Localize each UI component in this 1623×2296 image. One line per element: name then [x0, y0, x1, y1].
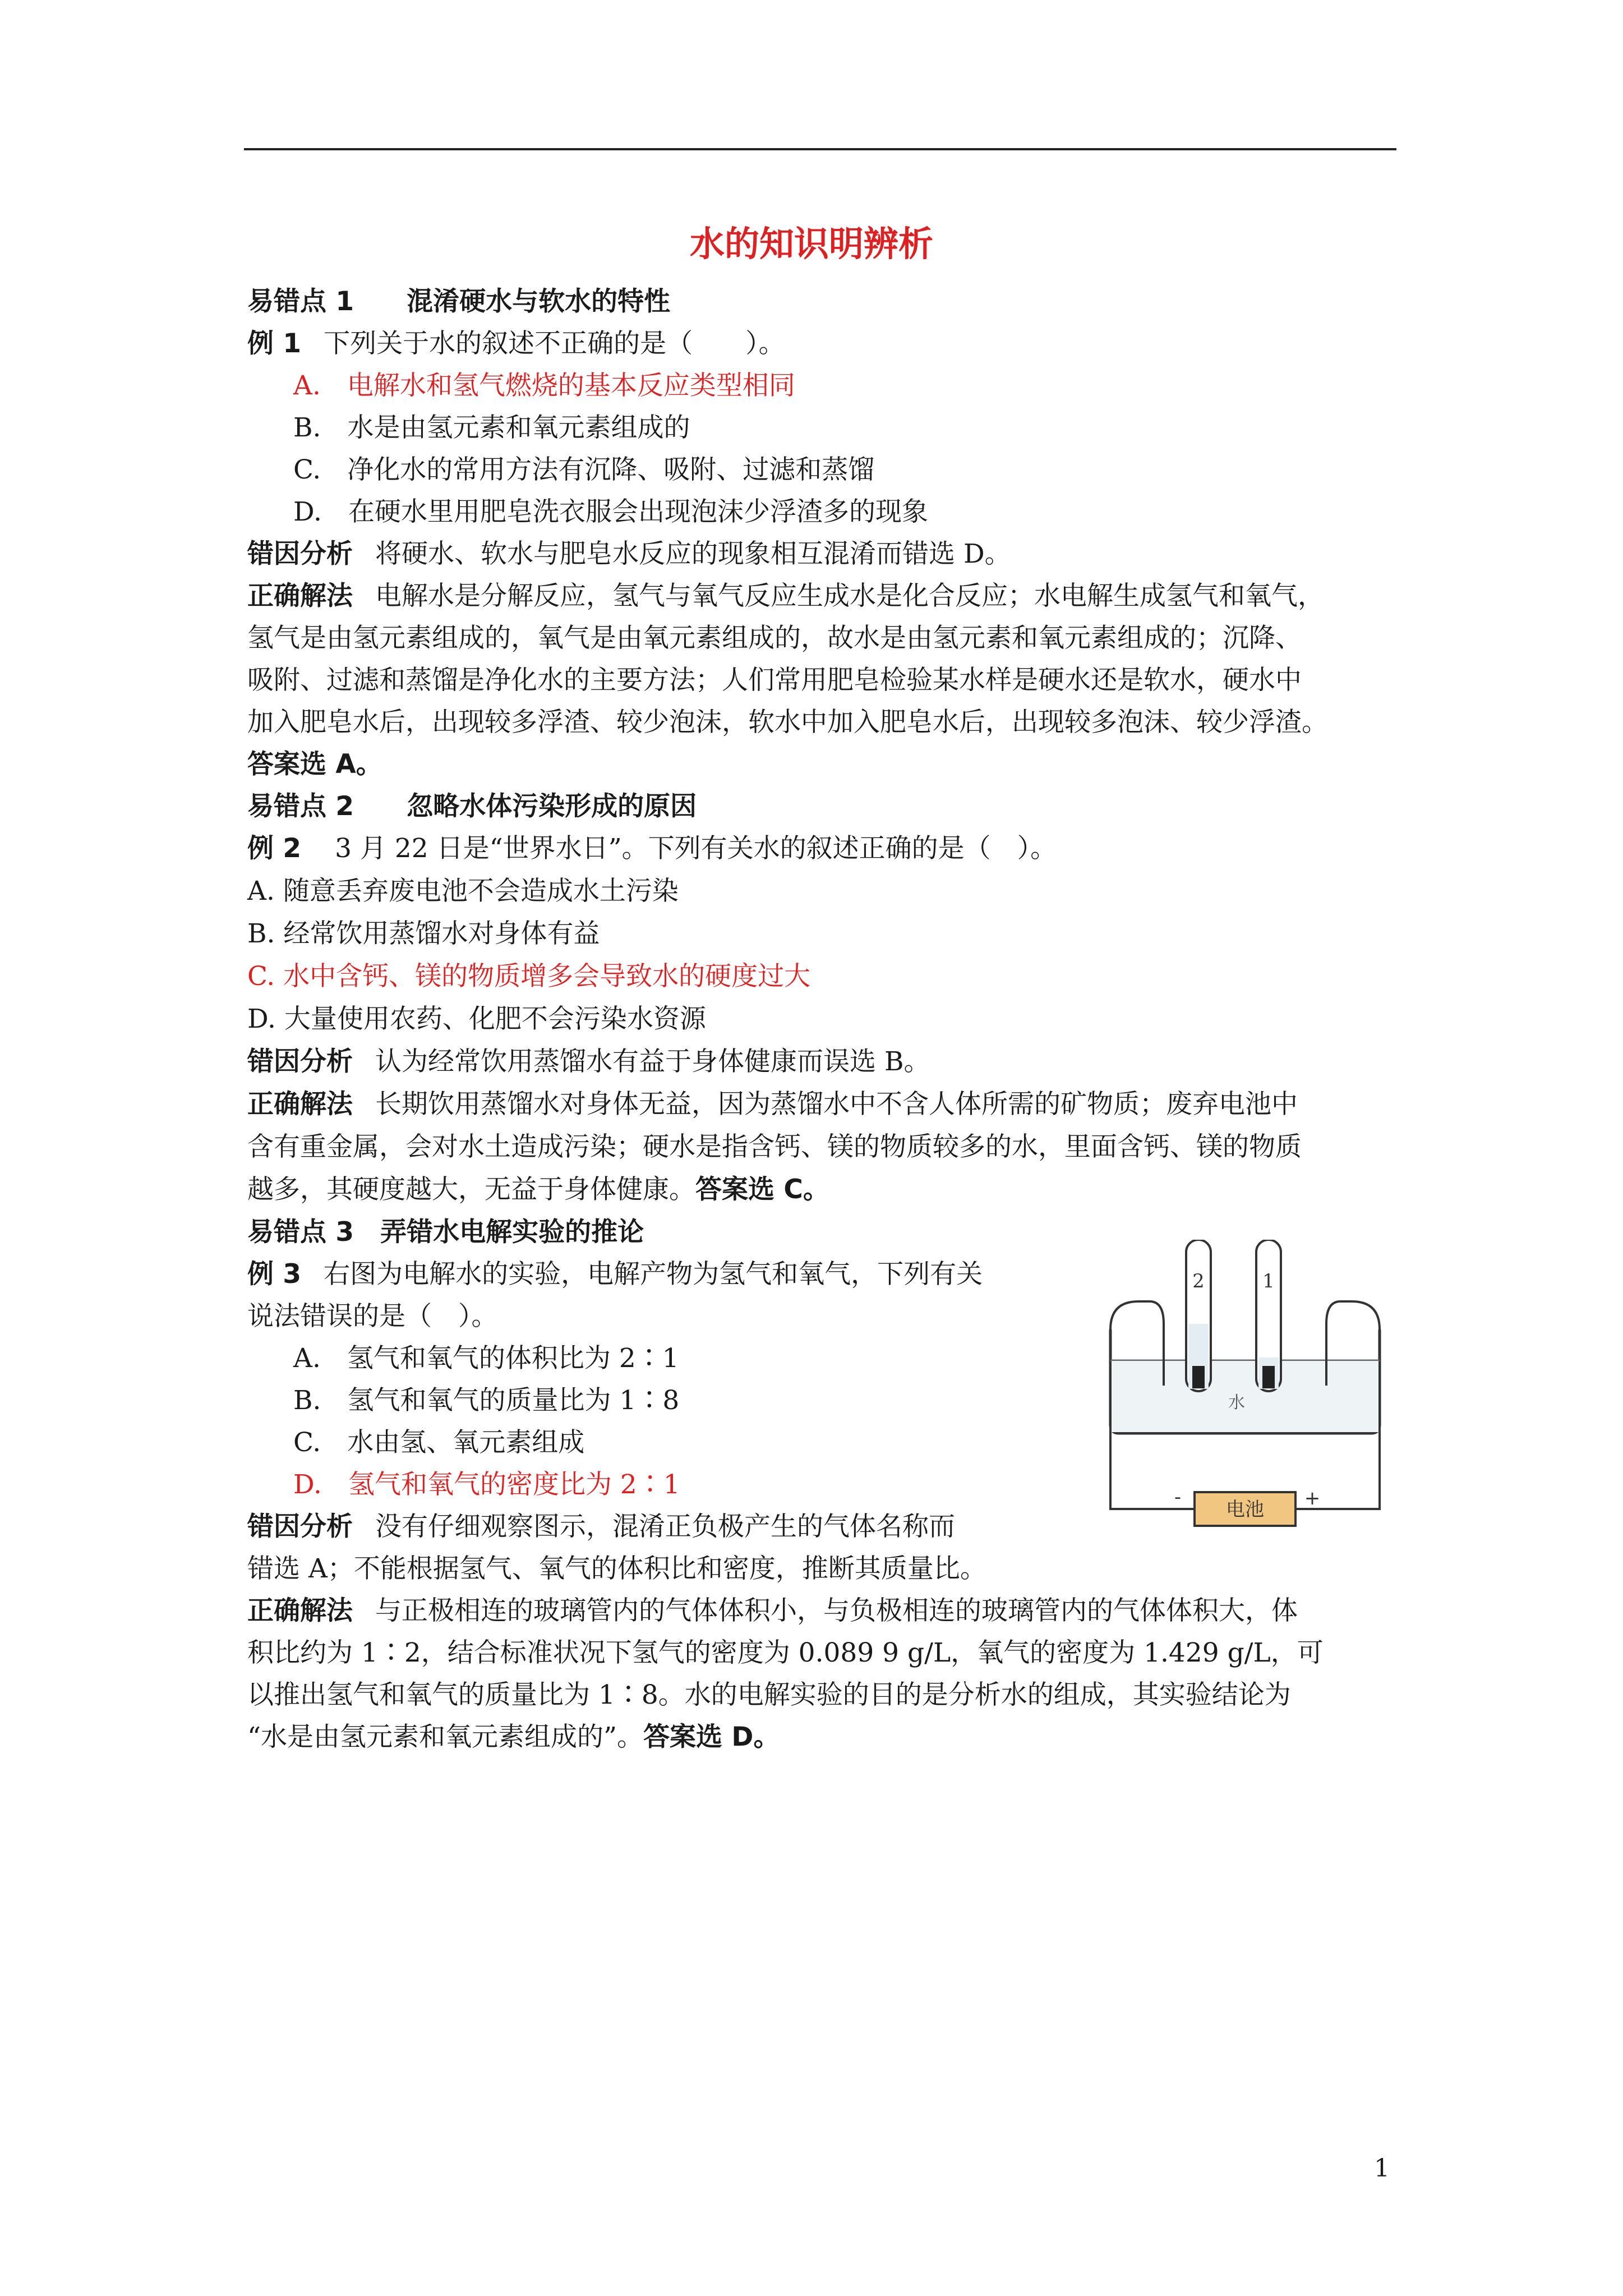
water-label: 水: [1228, 1393, 1245, 1412]
example-3-option-c: C. 水由氢、氧元素组成: [293, 1427, 585, 1458]
example-1-answer: 答案选 A。: [247, 749, 382, 780]
example-3-question-line-1: 例 3 右图为电解水的实验，电解产物为氢气和氧气，下列有关: [247, 1259, 983, 1290]
example-3-option-d: D. 氢气和氧气的密度比为 2∶1: [293, 1469, 680, 1500]
example-1-option-c: C. 净化水的常用方法有沉降、吸附、过滤和蒸馏: [293, 454, 875, 485]
example-3-label: 例 3: [247, 1259, 302, 1290]
header-rule: [244, 148, 1396, 150]
example-3-question-line-2: 说法错误的是（ ）。: [247, 1301, 498, 1332]
error-analysis-label: 错因分析: [247, 539, 353, 569]
example-3-solution-line-1: 正确解法 与正极相连的玻璃管内的气体体积小，与负极相连的玻璃管内的气体体积大，体: [247, 1595, 1298, 1626]
error-analysis-label: 错因分析: [247, 1511, 353, 1542]
battery-label: 电池: [1226, 1498, 1264, 1521]
example-3-option-a: A. 氢气和氧气的体积比为 2∶1: [293, 1343, 679, 1374]
solution-label: 正确解法: [247, 1089, 353, 1120]
example-2-option-a: A. 随意丢弃废电池不会造成水土污染: [247, 876, 679, 907]
example-3-error-analysis-line-2: 错选 A；不能根据氢气、氧气的体积比和密度，推断其质量比。: [247, 1553, 986, 1584]
example-2-option-d: D. 大量使用农药、化肥不会污染水资源: [247, 1004, 706, 1034]
left-tube-label: 2: [1192, 1270, 1205, 1292]
page-number: 1: [1374, 2154, 1390, 2183]
example-1-label: 例 1: [247, 328, 302, 359]
example-3-answer: 答案选 D。: [643, 1722, 780, 1752]
example-1-error-analysis: [247, 533, 1408, 575]
solution-label: 正确解法: [247, 581, 353, 611]
example-2-option-b: B. 经常饮用蒸馏水对身体有益: [247, 918, 600, 949]
solution-label: 正确解法: [247, 1595, 353, 1626]
page-title: 水的知识明辨析: [689, 223, 933, 264]
example-1-solution-line-2: 氢气是由氢元素组成的，氧气是由氧元素组成的，故水是由氢元素和氧元素组成的；沉降、: [247, 623, 1302, 654]
example-2-error-analysis: [247, 1041, 1408, 1083]
section-2-heading: 易错点 2 忽略水体污染形成的原因: [247, 791, 697, 822]
document-body: [247, 280, 1408, 1758]
example-2-solution-line-2: 含有重金属，会对水土造成污染；硬水是指含钙、镁的物质较多的水，里面含钙、镁的物质: [247, 1131, 1302, 1162]
water-body: [1112, 1361, 1378, 1432]
example-1-question: [247, 323, 1408, 365]
right-electrode: [1262, 1366, 1275, 1388]
example-1-option-d: D. 在硬水里用肥皂洗衣服会出现泡沫少浮渣多的现象: [293, 496, 928, 527]
example-1-option-b: B. 水是由氢元素和氧元素组成的: [293, 412, 690, 443]
error-analysis-label: 错因分析: [247, 1046, 353, 1077]
error-analysis-text: 认为经常饮用蒸馏水有益于身体健康而误选 B。: [375, 1046, 930, 1077]
electrolysis-apparatus-figure: [1088, 1240, 1402, 1531]
example-3-solution-line-3: 以推出氢气和氧气的质量比为 1∶8。水的电解实验的目的是分析水的组成，其实验结论为: [247, 1680, 1291, 1710]
error-analysis-text: 将硬水、软水与肥皂水反应的现象相互混淆而错选 D。: [375, 539, 1011, 569]
positive-sign: +: [1304, 1487, 1321, 1510]
example-1-option-a: A. 电解水和氢气燃烧的基本反应类型相同: [293, 370, 795, 401]
left-electrode: [1192, 1366, 1205, 1388]
section-3-heading: 易错点 3 弄错水电解实验的推论: [247, 1217, 644, 1248]
right-tube-label: 1: [1262, 1270, 1275, 1292]
example-2-text: 3 月 22 日是“世界水日”。下列有关水的叙述正确的是（ ）。: [335, 833, 1057, 864]
example-3-error-analysis-line-1: 错因分析 没有仔细观察图示，混淆正负极产生的气体名称而: [247, 1511, 955, 1542]
example-2-solution-line-1: 正确解法 长期饮用蒸馏水对身体无益，因为蒸馏水中不含人体所需的矿物质；废弃电池中: [247, 1089, 1298, 1120]
example-1-solution-line-3: 吸附、过滤和蒸馏是净化水的主要方法；人们常用肥皂检验某水样是硬水还是软水，硬水中: [247, 665, 1302, 696]
example-2-answer: 答案选 C。: [695, 1174, 829, 1205]
example-2-label: 例 2: [247, 833, 302, 864]
example-2-option-c: C. 水中含钙、镁的物质增多会导致水的硬度过大: [247, 961, 811, 992]
example-3-solution-line-2: 积比约为 1∶2，结合标准状况下氢气的密度为 0.089 9 g/L，氧气的密度为 1.429 g/L，可: [247, 1637, 1324, 1668]
example-3-option-b: B. 氢气和氧气的质量比为 1∶8: [293, 1385, 680, 1416]
example-1-text: 下列关于水的叙述不正确的是（ ）。: [324, 328, 785, 359]
negative-sign: -: [1174, 1486, 1182, 1508]
section-1-heading: 易错点 1 混淆硬水与软水的特性: [247, 286, 671, 317]
example-1-solution-line-1: 正确解法 电解水是分解反应，氢气与氧气反应生成水是化合反应；水电解生成氢气和氧气，: [247, 581, 1324, 611]
example-2-question: [247, 827, 1408, 870]
example-3-solution-line-4: “水是由氢元素和氧元素组成的”。答案选 D。: [247, 1722, 780, 1752]
example-1-solution-line-4: 加入肥皂水后，出现较多浮渣、较少泡沫，软水中加入肥皂水后，出现较多泡沫、较少浮渣。: [247, 707, 1328, 738]
example-2-solution-line-3: 越多，其硬度越大，无益于身体健康。答案选 C。: [247, 1174, 829, 1205]
